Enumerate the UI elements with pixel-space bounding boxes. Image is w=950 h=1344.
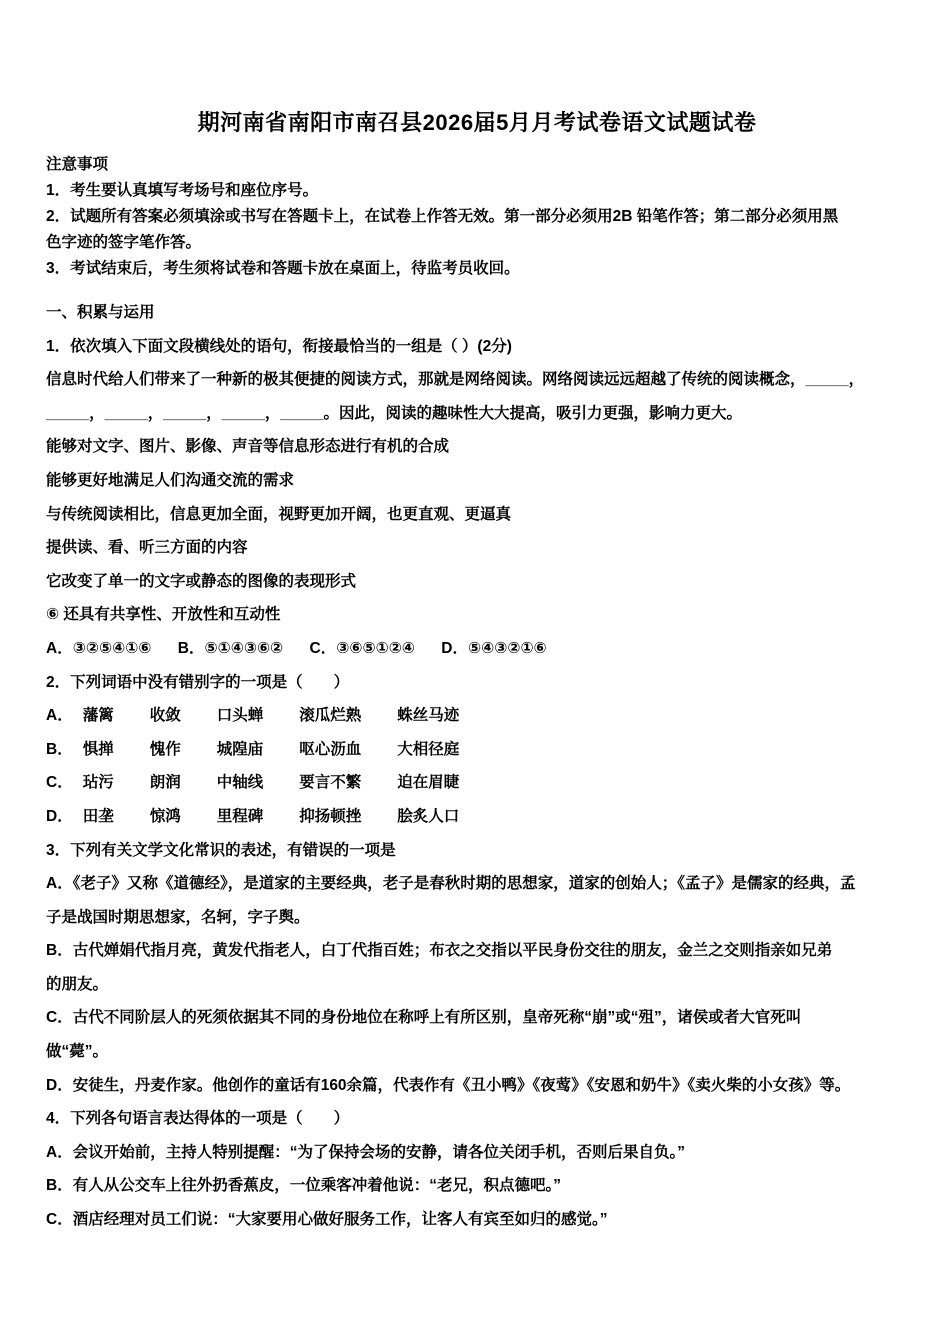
q2-option-word: 收敛 (149, 707, 181, 725)
q2-option-word: 玷污 (82, 774, 114, 792)
q1-list-item: 它改变了单一的文字或静态的图像的表现形式 (46, 572, 357, 590)
q3-option-line: B．古代婵娟代指月亮，黄发代指老人，白丁代指百姓；布衣之交指以平民身份交往的朋友，金兰之交则指亲如兄弟 (46, 942, 833, 960)
q2-option-word: 抑扬顿挫 (299, 807, 362, 825)
q1-list-item: 能够更好地满足人们沟通交流的需求 (46, 471, 295, 489)
q1-list-item: 与传统阅读相比，信息更加全面，视野更加开阔，也更直观、更逼真 (46, 505, 512, 523)
q2-option-word: 田垄 (82, 807, 114, 825)
notice-line: 色字迹的签字笔作答。 (46, 234, 202, 251)
q4-option-line: A．会议开始前，主持人特别提醒：“为了保持会场的安静，请各位关闭手机，否则后果自负。” (46, 1143, 685, 1161)
q2-option-word: 惊鸿 (149, 807, 181, 825)
q1-stem: 1．依次填入下面文段横线处的语句，衔接最恰当的一组是（ ）(2分) (46, 337, 512, 355)
q2-option-word: 惧掸 (82, 740, 114, 758)
q2-option-word: 迫在眉睫 (397, 774, 460, 792)
q2-option-word: 口头蝉 (216, 707, 264, 725)
q1-list-item: 提供读、看、听三方面的内容 (46, 539, 248, 557)
q2-option-row (46, 733, 908, 767)
notice-line: 2．试题所有答案必须填涂或书写在答题卡上，在试卷上作答无效。第一部分必须用2B 铅笔作答；第二部分必须用黑 (46, 208, 839, 225)
section-heading: 一、积累与运用 (46, 304, 155, 321)
q1-option-d: D．⑤④③②①⑥ (441, 639, 547, 657)
q3-option-line: C．古代不同阶层人的死须依据其不同的身份地位在称呼上有所区别，皇帝死称“崩”或“殂”，诸侯或者大官死叫 (46, 1009, 802, 1027)
q2-option-label: B． (46, 740, 73, 758)
q4-option-line: B．有人从公交车上往外扔香蕉皮，一位乘客冲着他说：“老兄，积点德吧。” (46, 1177, 561, 1195)
q3-option-line: 做“薨”。 (46, 1043, 109, 1061)
q1-list-item: 能够对文字、图片、影像、声音等信息形态进行有机的合成 (46, 438, 450, 456)
q2-option-row (46, 699, 908, 733)
q1-passage-line: _____，_____，_____，_____，_____。因此，阅读的趣味性大大提高，吸引力更强，影响力更大。 (46, 404, 743, 422)
q2-option-word: 城隍庙 (216, 740, 264, 758)
q3-option-line: 的朋友。 (46, 975, 109, 993)
q1-list-item: ⑥ 还具有共享性、开放性和互动性 (46, 606, 281, 624)
q4-option-line: C．酒店经理对员工们说：“大家要用心做好服务工作，让客人有宾至如归的感觉。” (46, 1211, 608, 1229)
q2-option-word: 里程碑 (216, 807, 264, 825)
q2-option-word: 中轴线 (216, 774, 264, 792)
q3-option-line: A．《老子》又称《道德经》，是道家的主要经典，老子是春秋时期的思想家，道家的创始人；《孟子》是儒家的经典，孟 (46, 875, 856, 893)
q2-option-label: D． (46, 807, 73, 825)
q3-option-line: D．安徒生，丹麦作家。他创作的童话有160余篇，代表作有《丑小鸭》《夜莺》《安恩和奶牛》《卖火柴的小女孩》等。 (46, 1076, 851, 1094)
q1-option-b: B．⑤①④③⑥② (177, 639, 284, 657)
q2-option-label: A． (46, 707, 73, 725)
q2-option-label: C． (46, 774, 73, 792)
question-area (46, 296, 908, 1237)
q2-option-word: 滚瓜烂熟 (299, 707, 362, 725)
q2-stem: 2．下列词语中没有错别字的一项是（ ） (46, 673, 350, 691)
q2-option-word: 脍炙人口 (397, 807, 460, 825)
q2-option-word: 呕心沥血 (299, 740, 362, 758)
q2-option-word: 藩篱 (82, 707, 114, 725)
q2-option-word: 要言不繁 (299, 774, 362, 792)
q2-option-word: 愧作 (149, 740, 181, 758)
q3-stem: 3．下列有关文学文化常识的表述，有错误的一项是 (46, 841, 396, 859)
q2-option-word: 大相径庭 (397, 740, 460, 758)
q1-option-c: C．③⑥⑤①②④ (309, 639, 415, 657)
notice-section (46, 152, 908, 282)
q1-options-row (46, 632, 908, 666)
q1-passage-line: 信息时代给人们带来了一种新的极其便捷的阅读方式，那就是网络阅读。网络阅读远远超越了传统的阅读概念，_____， (46, 371, 865, 389)
q2-option-word: 蛛丝马迹 (397, 707, 460, 725)
q4-stem: 4．下列各句语言表达得体的一项是（ ） (46, 1110, 350, 1128)
q1-option-a: A．③②⑤④①⑥ (46, 639, 152, 657)
q2-option-word: 朗润 (149, 774, 181, 792)
q2-option-row (46, 800, 908, 834)
page-title: 期河南省南阳市南召县2026届5月月考试卷语文试题试卷 (197, 110, 757, 135)
notice-heading: 注意事项 (46, 156, 109, 173)
notice-line: 3．考试结束后，考生须将试卷和答题卡放在桌面上，待监考员收回。 (46, 260, 520, 277)
q3-option-line: 子是战国时期思想家，名轲，字子舆。 (46, 908, 310, 926)
notice-line: 1．考生要认真填写考场号和座位序号。 (46, 182, 319, 199)
q2-option-row (46, 766, 908, 800)
